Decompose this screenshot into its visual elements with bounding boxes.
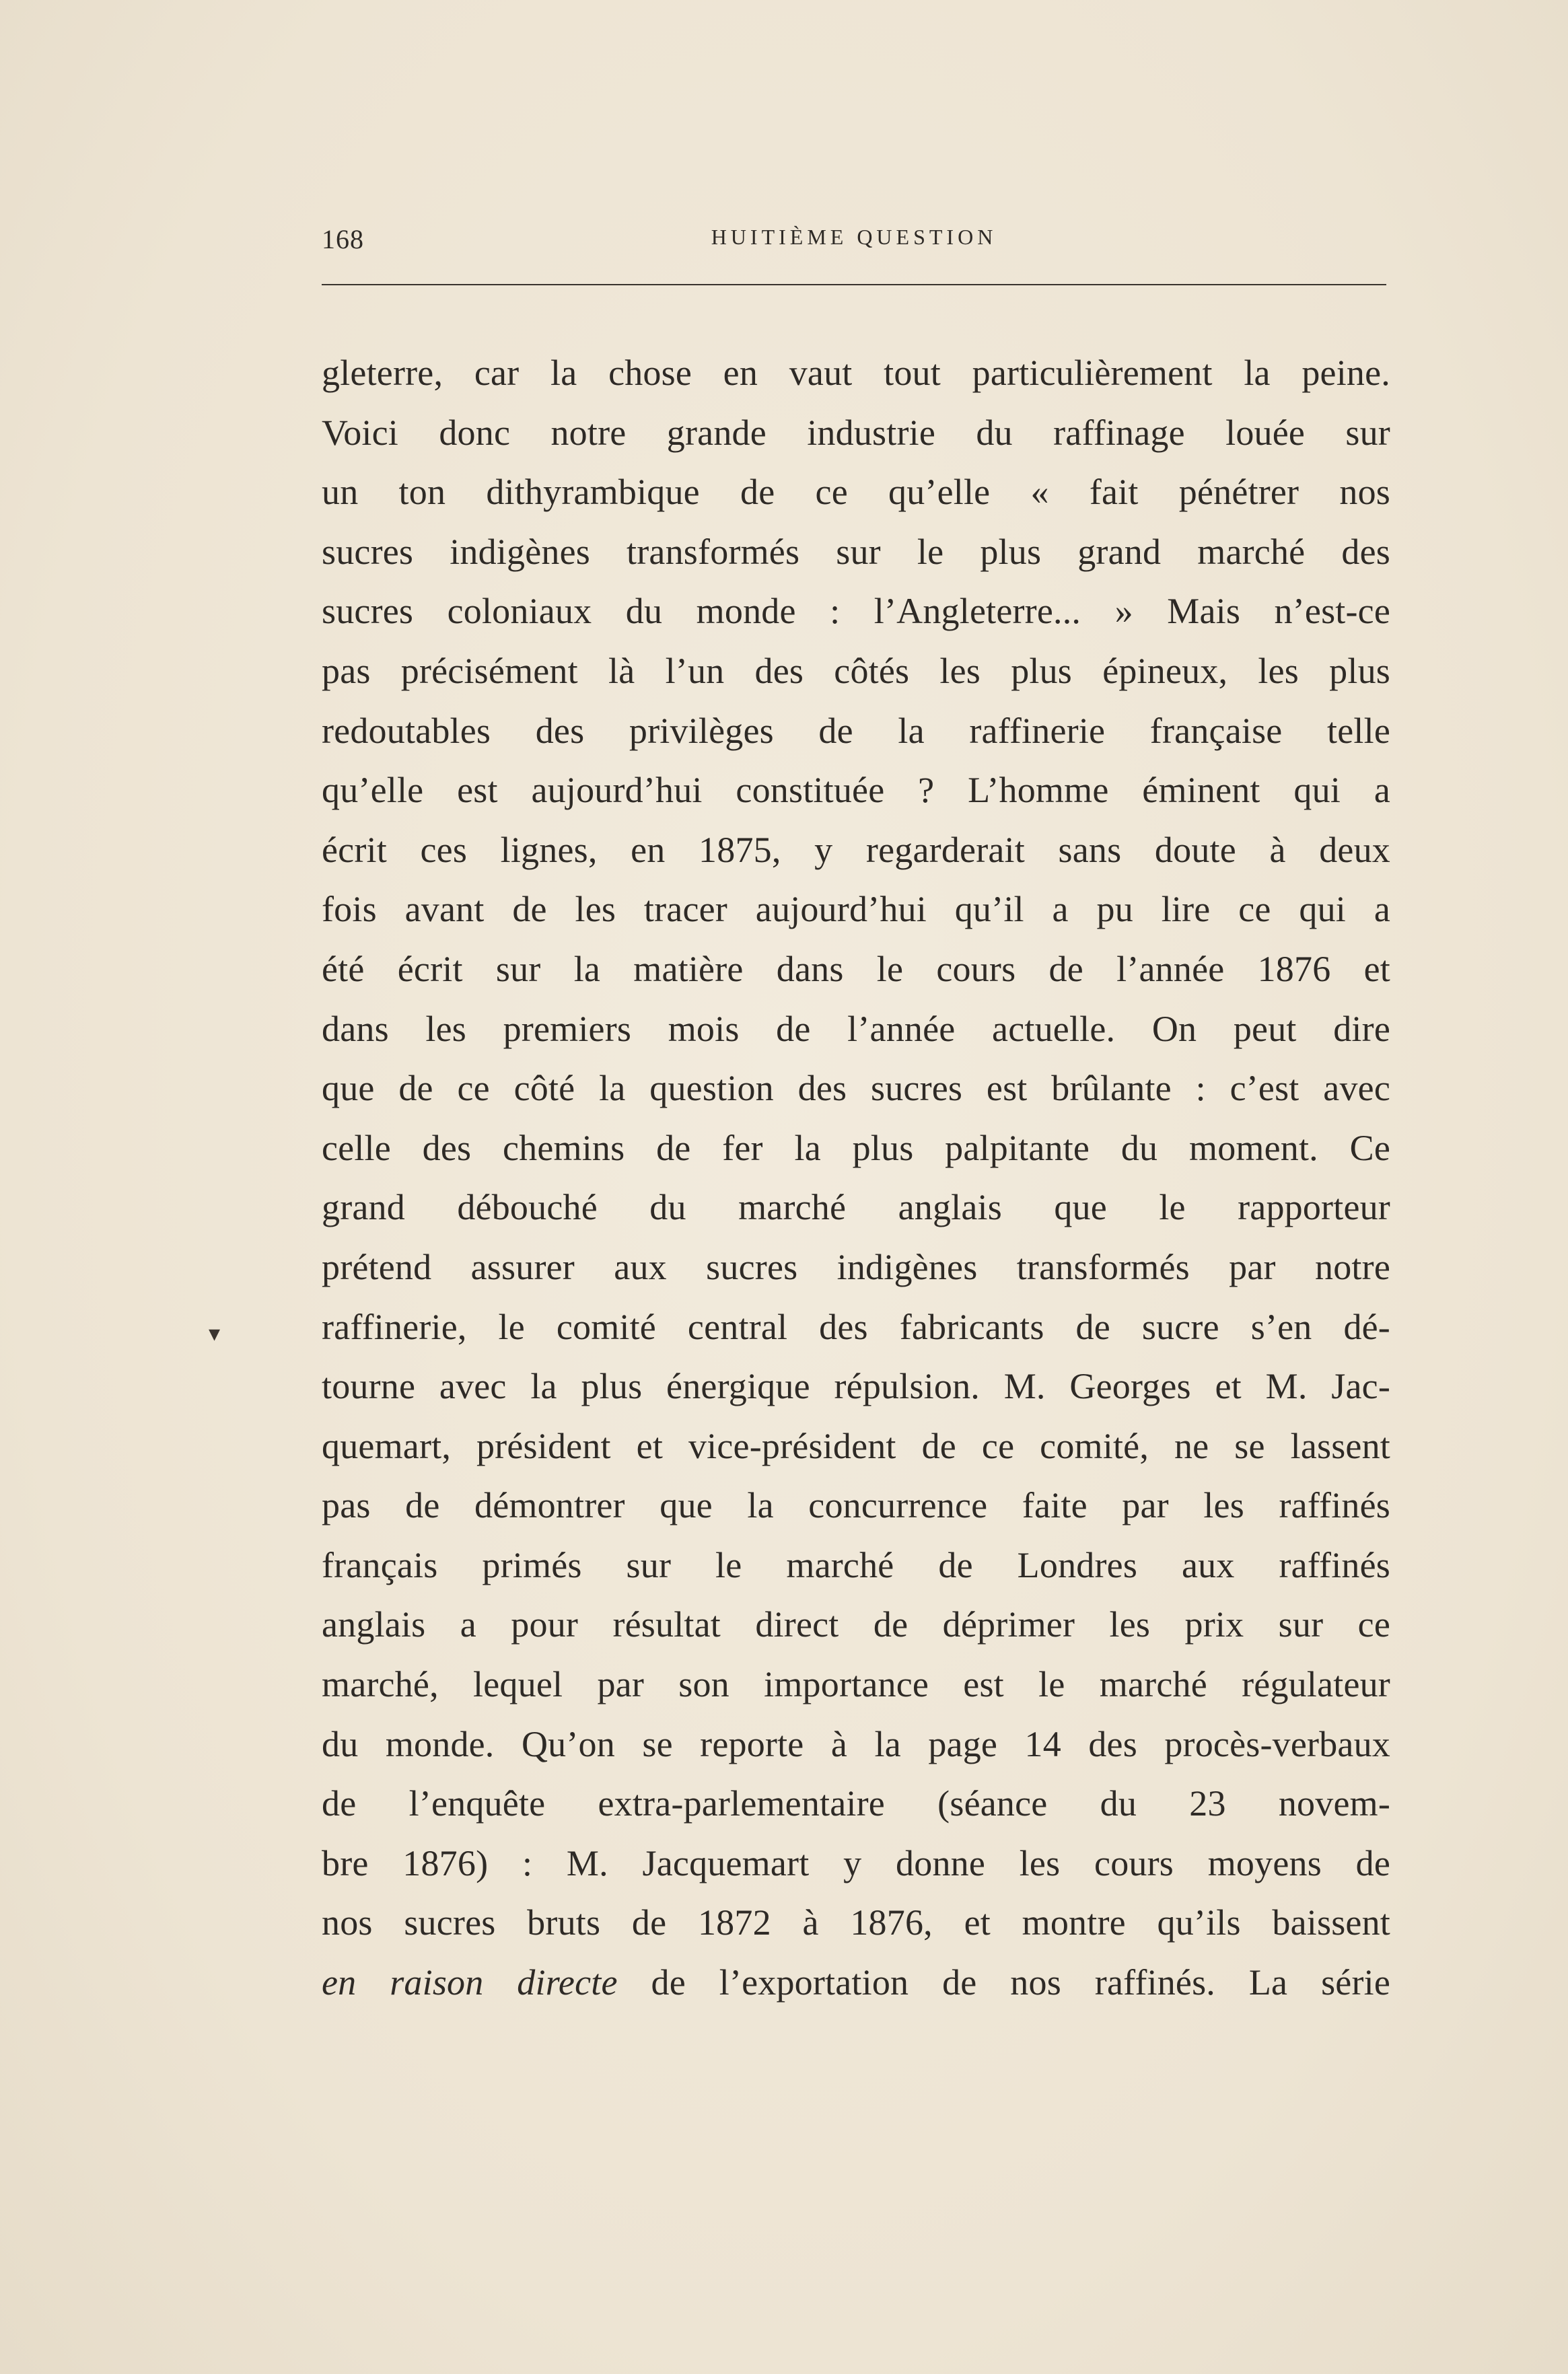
text-line: écrit ces lignes, en 1875, y regarderait sans doute à deux — [322, 829, 1390, 870]
text-line: un ton dithyrambique de ce qu’elle « fait pénétrer nos — [322, 472, 1390, 513]
running-title: HUITIÈME QUESTION — [711, 225, 997, 249]
text-line: sucres indigènes transformés sur le plus grand marché des — [322, 531, 1390, 572]
text-line: nos sucres bruts de 1872 à 1876, et montre qu’ils baissent — [322, 1902, 1390, 1943]
header-rule — [322, 284, 1386, 285]
text-line: tourne avec la plus énergique répulsion. M. Georges et M. Jac- — [322, 1366, 1390, 1407]
text-line: anglais a pour résultat direct de déprimer les prix sur ce — [322, 1604, 1390, 1645]
text-line: Voici donc notre grande industrie du raffinage louée sur — [322, 412, 1390, 453]
text-line: été écrit sur la matière dans le cours de l’année 1876 et — [322, 948, 1390, 989]
margin-mark-icon: ▾ — [209, 1322, 221, 1346]
text-line: gleterre, car la chose en vaut tout particulièrement la peine. — [322, 353, 1390, 393]
page-number: 168 — [322, 224, 364, 254]
text-line: raffinerie, le comité central des fabricants de sucre s’en dé- — [322, 1306, 1390, 1347]
text-line: celle des chemins de fer la plus palpitante du moment. Ce — [322, 1127, 1390, 1168]
text-line: redoutables des privilèges de la raffinerie française telle — [322, 710, 1390, 751]
text-line: prétend assurer aux sucres indigènes transformés par notre — [322, 1246, 1390, 1287]
text-line: grand débouché du marché anglais que le rapporteur — [322, 1187, 1390, 1228]
text-line: fois avant de les tracer aujourd’hui qu’il a pu lire ce qui a — [322, 889, 1390, 930]
text-line: dans les premiers mois de l’année actuelle. On peut dire — [322, 1008, 1390, 1049]
text-line: de l’enquête extra-parlementaire (séance du 23 novem- — [322, 1783, 1390, 1824]
text-line: bre 1876) : M. Jacquemart y donne les cours moyens de — [322, 1842, 1390, 1883]
text-line-last — [322, 1953, 1390, 2013]
text-line: qu’elle est aujourd’hui constituée ? L’homme éminent qui a — [322, 770, 1390, 811]
body-text — [322, 343, 1390, 2013]
italic-phrase: en raison directe — [322, 1962, 618, 2003]
running-head — [322, 223, 1386, 264]
text-line: français primés sur le marché de Londres aux raffinés — [322, 1544, 1390, 1585]
text-line: quemart, président et vice-président de ce comité, ne se lassent — [322, 1425, 1390, 1466]
text-line: pas précisément là l’un des côtés les plus épineux, les plus — [322, 650, 1390, 691]
text-line: marché, lequel par son importance est le marché régulateur — [322, 1664, 1390, 1705]
text-line: pas de démontrer que la concurrence faite par les raffinés — [322, 1485, 1390, 1526]
text-line: du monde. Qu’on se reporte à la page 14 des procès-verbaux — [322, 1723, 1390, 1764]
text-line: que de ce côté la question des sucres est brûlante : c’est avec — [322, 1068, 1390, 1109]
text-line-rest: de l’exportation de nos raffinés. La série — [651, 1962, 1391, 2003]
text-line: sucres coloniaux du monde : l’Angleterre... » Mais n’est-ce — [322, 591, 1390, 632]
